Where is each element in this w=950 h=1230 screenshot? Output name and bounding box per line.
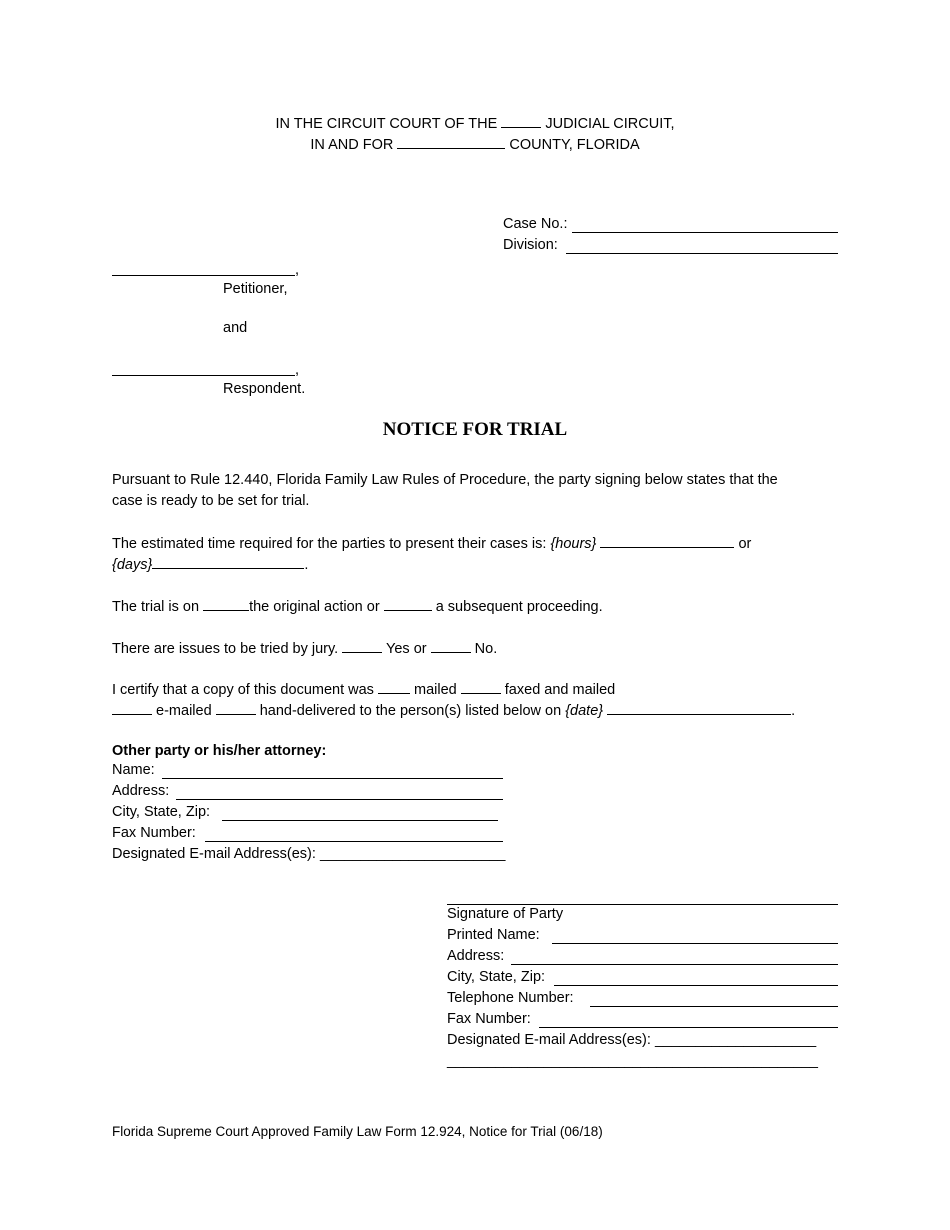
case-block: [503, 216, 838, 260]
other-party-heading: Other party or his/her attorney:: [112, 743, 327, 759]
trial-type-line: The trial is on the original action or a subsequent proceeding.: [112, 595, 603, 617]
telephone-row: Telephone Number:: [447, 990, 838, 1010]
signature-line[interactable]: [447, 904, 838, 905]
other-party-address-field[interactable]: [176, 799, 503, 800]
court-header-line-1: IN THE CIRCUIT COURT OF THE JUDICIAL CIRCUIT,: [0, 112, 950, 134]
estimated-time-line-1: The estimated time required for the parties to present their cases is: {hours} or: [112, 532, 751, 554]
sig-email-text: Designated E-mail Address(es): ____________________: [447, 1032, 817, 1048]
sig-city-row: City, State, Zip:: [447, 969, 838, 989]
other-party-fax-field[interactable]: [205, 841, 503, 842]
faxed-mailed-blank[interactable]: [461, 678, 501, 694]
printed-name-row: Printed Name:: [447, 927, 838, 947]
signature-label-row: Signature of Party: [447, 906, 564, 922]
respondent-label: Respondent.: [223, 381, 306, 397]
case-no-field[interactable]: [572, 232, 838, 233]
jury-no-blank[interactable]: [431, 637, 471, 653]
days-field[interactable]: [152, 553, 304, 569]
other-party-block: [112, 762, 506, 872]
hours-label: {hours}: [550, 536, 597, 552]
sig-extra-email-field[interactable]: ______________________________________________: [447, 1053, 818, 1069]
county-blank[interactable]: [397, 133, 505, 149]
sig-email-field[interactable]: ____________________: [654, 1032, 817, 1048]
mailed-blank[interactable]: [378, 678, 410, 694]
division-field[interactable]: [566, 253, 838, 254]
jury-issues-line: There are issues to be tried by jury. Yes or No.: [112, 637, 497, 659]
days-label: {days}: [112, 557, 153, 573]
hand-delivered-blank[interactable]: [216, 699, 256, 715]
form-footer: Florida Supreme Court Approved Family Law Form 12.924, Notice for Trial (06/18): [112, 1124, 603, 1139]
jury-yes-blank[interactable]: [342, 637, 382, 653]
signature-block: [447, 906, 838, 1076]
certify-line-1: I certify that a copy of this document was mailed faxed and mailed: [112, 678, 615, 700]
other-party-email-row: [112, 846, 506, 866]
case-no-row: Case No.:: [503, 216, 838, 236]
sig-fax-row: Fax Number:: [447, 1011, 838, 1031]
other-party-email-field[interactable]: _______________________: [319, 846, 506, 862]
other-party-name-field[interactable]: [162, 778, 503, 779]
rule-statement-line-1: Pursuant to Rule 12.440, Florida Family Law Rules of Procedure, the party signing below states that the: [112, 472, 778, 488]
hours-field[interactable]: [600, 532, 734, 548]
other-party-address-row: Address:: [112, 783, 503, 803]
petitioner-comma: ,: [295, 262, 300, 278]
original-action-blank[interactable]: [203, 595, 249, 611]
certify-line-2: e-mailed hand-delivered to the person(s) listed below on {date} .: [112, 699, 795, 721]
document-title: NOTICE FOR TRIAL: [382, 419, 568, 440]
telephone-field[interactable]: [590, 1006, 838, 1007]
other-party-city-field[interactable]: [222, 820, 498, 821]
date-field[interactable]: [607, 699, 791, 715]
other-party-name-row: Name:: [112, 762, 503, 782]
division-row: Division:: [503, 237, 838, 257]
court-header-line-2: IN AND FOR COUNTY, FLORIDA: [0, 133, 950, 155]
and-label: and: [223, 320, 248, 336]
judicial-circuit-blank[interactable]: [501, 112, 541, 128]
emailed-blank[interactable]: [112, 699, 152, 715]
rule-statement-line-2: case is ready to be set for trial.: [112, 493, 310, 509]
sig-extra-row: [447, 1053, 838, 1073]
subsequent-proceeding-blank[interactable]: [384, 595, 432, 611]
sig-city-field[interactable]: [554, 985, 838, 986]
date-label: {date}: [565, 703, 604, 719]
sig-address-row: Address:: [447, 948, 838, 968]
other-party-city-row: City, State, Zip:: [112, 804, 503, 824]
respondent-comma: ,: [295, 362, 300, 378]
petitioner-label: Petitioner,: [223, 281, 288, 297]
estimated-time-line-2: {days} .: [112, 553, 308, 575]
other-party-email-text: Designated E-mail Address(es): _______________________: [112, 846, 506, 862]
petitioner-name-field[interactable]: [112, 275, 295, 276]
sig-email-row: [447, 1032, 838, 1052]
other-party-fax-row: Fax Number:: [112, 825, 503, 845]
respondent-name-field[interactable]: [112, 375, 295, 376]
printed-name-field[interactable]: [552, 943, 838, 944]
sig-fax-field[interactable]: [539, 1027, 838, 1028]
sig-address-field[interactable]: [511, 964, 838, 965]
